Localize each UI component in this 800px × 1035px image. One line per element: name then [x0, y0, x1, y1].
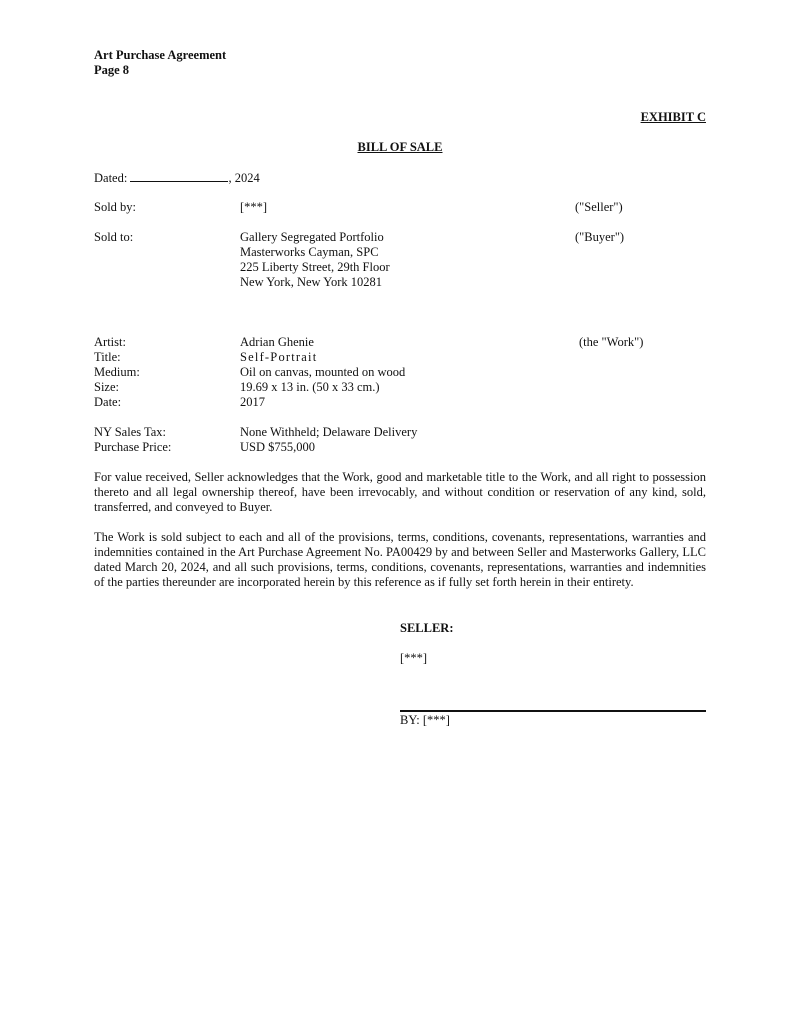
dated-label: Dated:	[94, 171, 128, 185]
document-title: Art Purchase Agreement	[94, 48, 227, 62]
buyer-role: ("Buyer")	[575, 230, 625, 244]
bill-of-sale-heading: BILL OF SALE	[357, 140, 443, 154]
sold-to-label: Sold to:	[94, 230, 134, 244]
page-number: Page 8	[94, 63, 130, 77]
purchase-price-label: Purchase Price:	[94, 440, 172, 454]
buyer-address-line: 225 Liberty Street, 29th Floor	[240, 260, 390, 274]
date-blank-line	[130, 170, 228, 182]
work-role: (the "Work")	[579, 335, 644, 349]
seller-signature-label: SELLER:	[400, 621, 454, 635]
signature-line	[400, 710, 706, 712]
medium-label: Medium:	[94, 365, 140, 379]
sales-tax-label: NY Sales Tax:	[94, 425, 167, 439]
sold-by-value: [***]	[240, 200, 268, 214]
dated-year: , 2024	[228, 171, 260, 185]
exhibit-label: EXHIBIT C	[640, 110, 706, 124]
artist-label: Artist:	[94, 335, 126, 349]
seller-role: ("Seller")	[575, 200, 623, 214]
signature-by: BY: [***]	[400, 713, 450, 727]
conveyance-paragraph: For value received, Seller acknowledges that the Work, good and marketable title to the Work, and all right to possession thereto and all legal ownership thereof, have been irrevocably, and without condition or reservation of any kind, sold, transferred, and conveyed to Buyer.	[94, 470, 706, 514]
date-value: 2017	[240, 395, 265, 409]
date-label: Date:	[94, 395, 122, 409]
seller-signature-name: [***]	[400, 651, 428, 665]
artist-value: Adrian Ghenie	[240, 335, 314, 349]
terms-paragraph: The Work is sold subject to each and all of the provisions, terms, conditions, covenants, representations, warranties and indemnities contained in the Art Purchase Agreement No. PA00429 by and between Seller and Masterworks Gallery, LLC dated March 20, 2024, and all such provisions, terms, conditions, covenants, representations, warranties and indemnities of the parties thereunder are incorporated herein by this reference as if fully set forth herein in their entirety.	[94, 530, 706, 589]
buyer-address-line: New York, New York 10281	[240, 275, 383, 289]
purchase-price-value: USD $755,000	[240, 440, 316, 454]
title-value: Self-Portrait	[240, 350, 318, 364]
sales-tax-value: None Withheld; Delaware Delivery	[240, 425, 418, 439]
sold-by-label: Sold by:	[94, 200, 137, 214]
size-label: Size:	[94, 380, 119, 394]
dated-line	[94, 170, 260, 186]
size-value: 19.69 x 13 in. (50 x 33 cm.)	[240, 380, 380, 394]
title-label: Title:	[94, 350, 121, 364]
medium-value: Oil on canvas, mounted on wood	[240, 365, 406, 379]
buyer-address-line: Gallery Segregated Portfolio	[240, 230, 384, 244]
buyer-address-line: Masterworks Cayman, SPC	[240, 245, 379, 259]
